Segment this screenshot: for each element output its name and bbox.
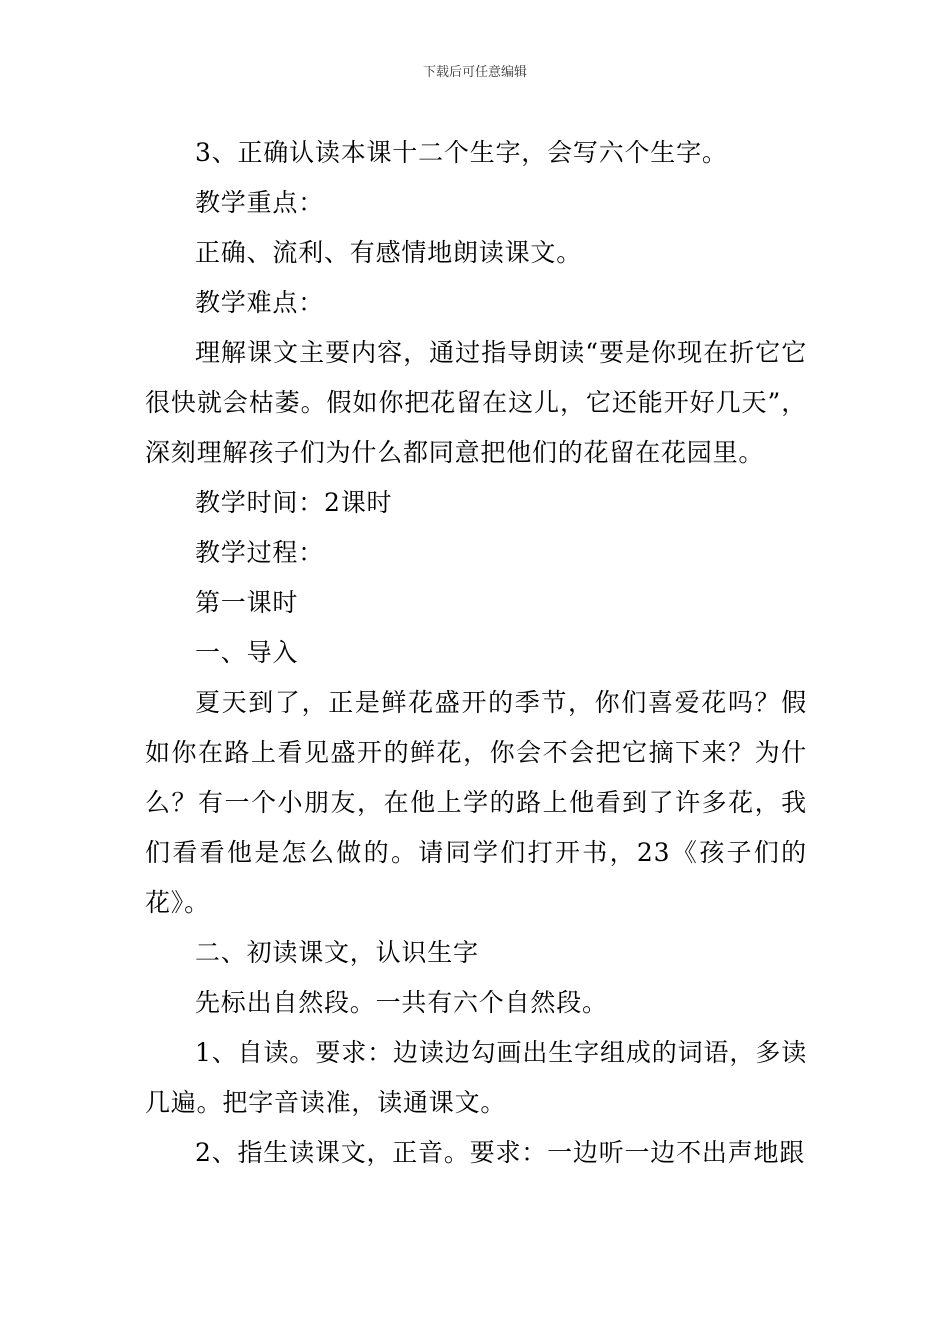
section-first-reading-heading: 二、初读课文，认识生字 — [195, 938, 479, 967]
key-points-text: 正确、流利、有感情地朗读课文。 — [195, 238, 583, 267]
self-reading-text: 1、自读。要求：边读边勾画出生字组成的词语，多读几遍。把字音读准，读通课文。 — [145, 1038, 807, 1117]
section-intro-heading: 一、导入 — [195, 638, 299, 667]
difficulties-text: 理解课文主要内容，通过指导朗读“要是你现在折它它很快就会枯萎。假如你把花留在这儿，它还能开好几天”，深刻理解孩子们为什么都同意把他们的花留在花园里。 — [145, 338, 807, 467]
lesson-one-heading: 第一课时 — [195, 588, 299, 617]
intro-text: 夏天到了，正是鲜花盛开的季节，你们喜爱花吗？假如你在路上看见盛开的鲜花，你会不会把它摘下来？为什么？有一个小朋友，在他上学的路上他看到了许多花，我们看看他是怎么做的。请同学们打开书，23《孩子们的花》。 — [145, 688, 807, 917]
teaching-time: 教学时间：2课时 — [195, 488, 393, 517]
teaching-process-heading: 教学过程： — [195, 538, 325, 567]
page-header: 下载后可任意编辑 — [422, 65, 527, 80]
paragraph-marking-text: 先标出自然段。一共有六个自然段。 — [195, 988, 608, 1017]
key-points-heading: 教学重点： — [195, 188, 325, 217]
objective-3: 3、正确认读本课十二个生字，会写六个生字。 — [195, 138, 728, 167]
student-reading-text: 2、指生读课文，正音。要求：一边听一边不出声地跟 — [195, 1138, 806, 1167]
difficulties-heading: 教学难点： — [195, 288, 325, 317]
document-body — [145, 128, 807, 1178]
